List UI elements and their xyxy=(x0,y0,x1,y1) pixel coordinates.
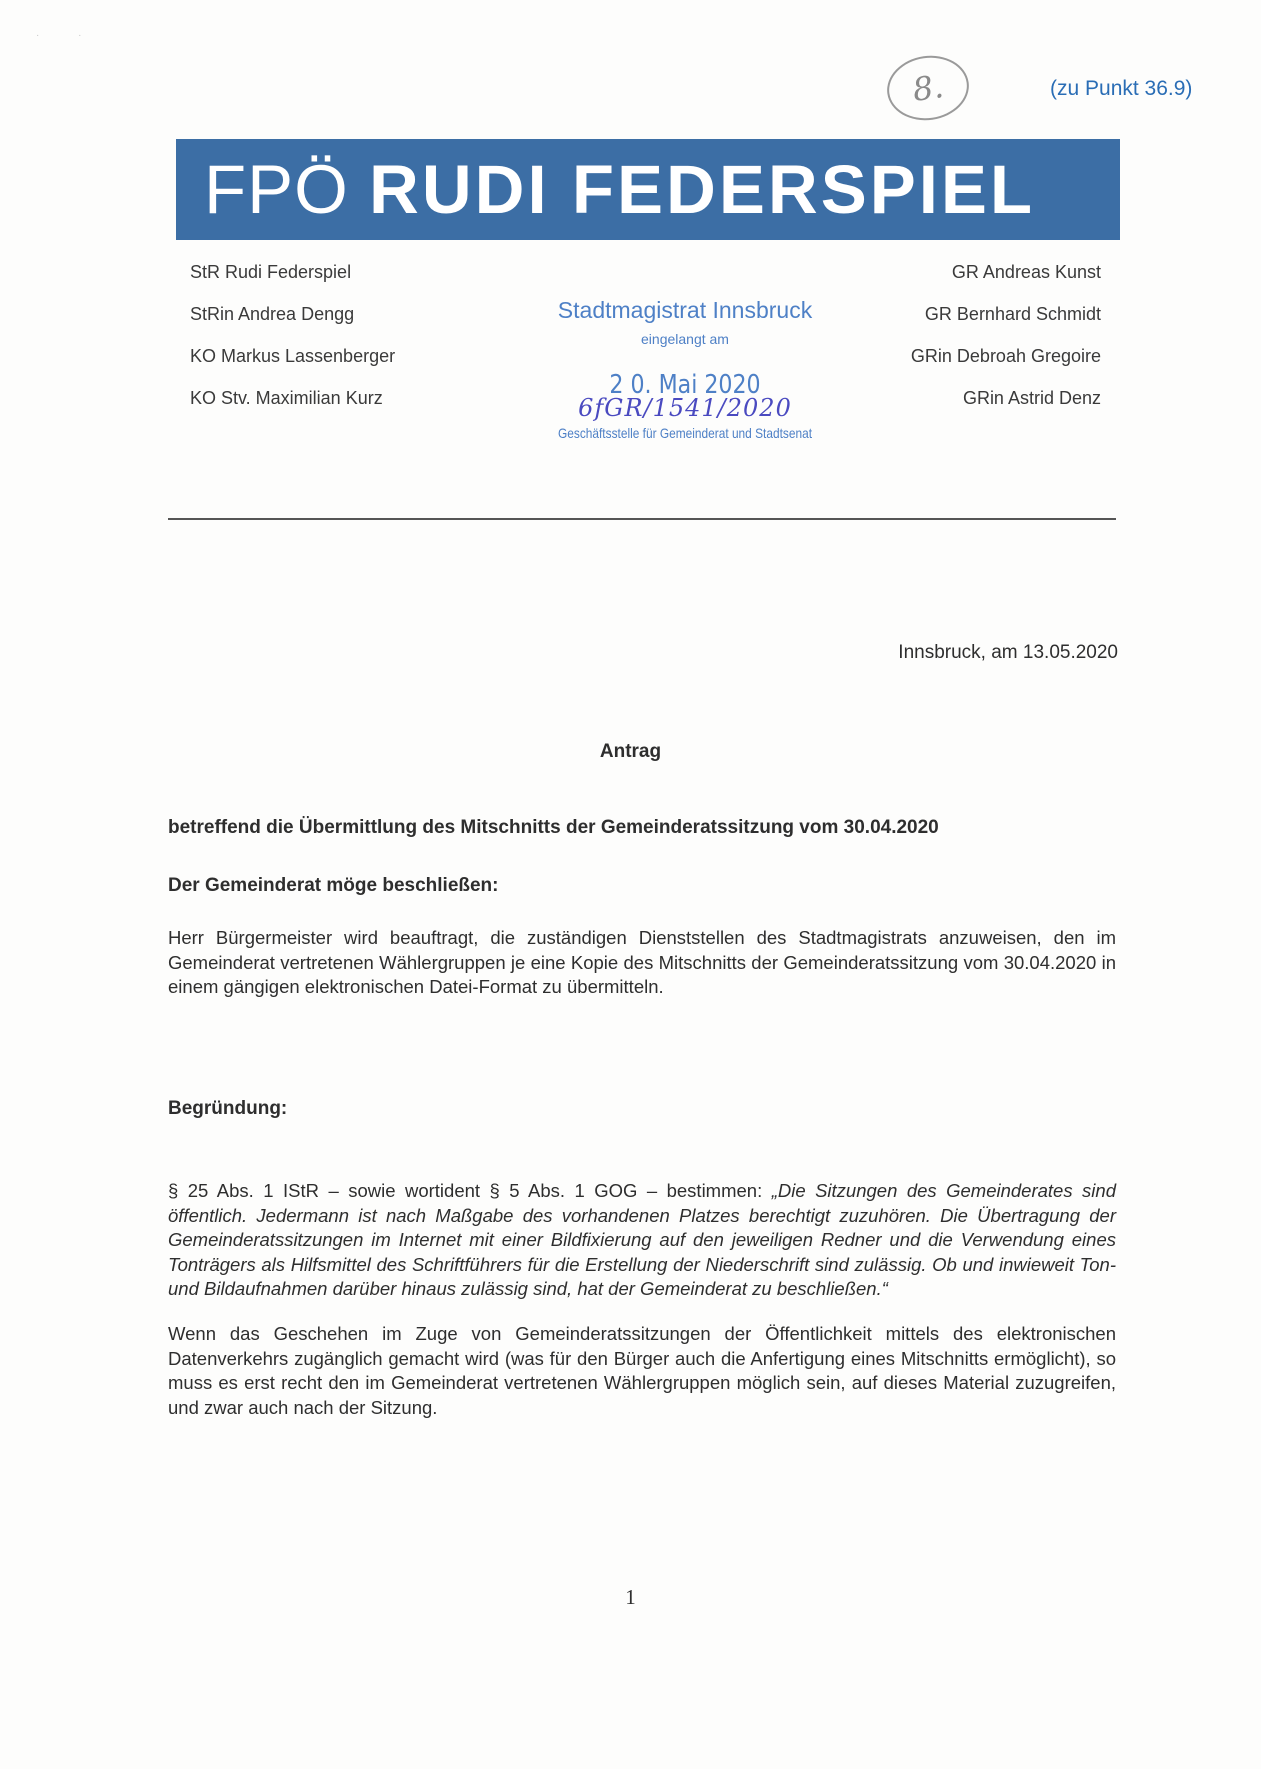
banner-party: FPÖ xyxy=(204,151,349,228)
agenda-reference: (zu Punkt 36.9) xyxy=(1050,77,1193,100)
stamp-office: Stadtmagistrat Innsbruck xyxy=(557,297,813,323)
scan-marks: · · xyxy=(36,30,100,41)
place-date: Innsbruck, am 13.05.2020 xyxy=(898,642,1118,663)
member-left-2: StRin Andrea Dengg xyxy=(190,304,355,324)
stamp-date: 2 0. Mai 2020 xyxy=(609,370,761,400)
banner-name: RUDI FEDERSPIEL xyxy=(369,151,1036,228)
stamp-received-label: eingelangt am xyxy=(641,331,729,347)
reasoning-paragraph-2: Wenn das Geschehen im Zuge von Gemeinderatssitzungen der Öffentlichkeit mittels des elektronischen Datenverkehrs zugänglich gemacht wird (was für den Bürger auch die Anfertigung eines Mitschnitts ermöglicht), so muss es erst recht den im Gemeinderat vertretenen Wählergruppen möglich sein, auf dieses Material zuzugreifen, und zwar auch nach der Sitzung. xyxy=(168,1323,1116,1418)
page-number: 1 xyxy=(625,1585,636,1609)
member-right-2: GR Bernhard Schmidt xyxy=(924,304,1101,324)
reasoning-paragraph-1 xyxy=(168,1179,1116,1302)
legal-citation: § 25 Abs. 1 IStR – sowie wortident § 5 Abs. 1 GOG – bestimmen: xyxy=(168,1180,772,1201)
reasoning-heading: Begründung: xyxy=(168,1098,288,1119)
party-banner xyxy=(176,139,1120,240)
member-right-4: GRin Astrid Denz xyxy=(962,388,1101,408)
motion-text: Herr Bürgermeister wird beauftragt, die zuständigen Dienststellen des Stadtmagistrats anzuweisen, den im Gemeinderat vertretenen Wählergruppen je eine Kopie des Mitschnitts der Gemeinderatssitzung vom 30.04.2020 in einem gängigen elektronischen Datei-Format zu übermitteln. xyxy=(168,927,1116,997)
member-left-3: KO Markus Lassenberger xyxy=(190,346,396,366)
member-left-1: StR Rudi Federspiel xyxy=(190,262,352,282)
quoted-law-text: „Die Sitzungen des Gemeinderates sind öffentlich. Jedermann ist nach Maßgabe des vorhandenen Platzes berechtigt zuzuhören. Die Übertragung der Gemeinderatssitzungen im Internet mit einer Bildfixierung auf den jeweiligen Redner und die Verwendung eines Tonträgers als Hilfsmittel des Schriftführers für die Erstellung der Niederschrift sind zulässig. Ob und inwieweit Ton- und Bildaufnahmen darüber hinaus zulässig sind, hat der Gemeinderat zu beschließen.“ xyxy=(168,1180,1116,1299)
member-right-3: GRin Debroah Gregoire xyxy=(910,346,1101,366)
document-type-heading: Antrag xyxy=(599,741,662,762)
header-divider xyxy=(168,518,1116,520)
member-right-1: GR Andreas Kunst xyxy=(951,262,1101,282)
stamp-handwritten-reference: 6fGR/1541/2020 xyxy=(578,394,792,422)
stamp-department: Geschäftsstelle für Gemeinderat und Stadtsenat xyxy=(557,425,813,441)
subject-line: betreffend die Übermittlung des Mitschnitts der Gemeinderatssitzung vom 30.04.2020 xyxy=(168,817,939,838)
resolution-heading: Der Gemeinderat möge beschließen: xyxy=(168,875,499,896)
handwritten-circled-number: 8. xyxy=(883,51,973,126)
member-left-4: KO Stv. Maximilian Kurz xyxy=(190,388,383,408)
